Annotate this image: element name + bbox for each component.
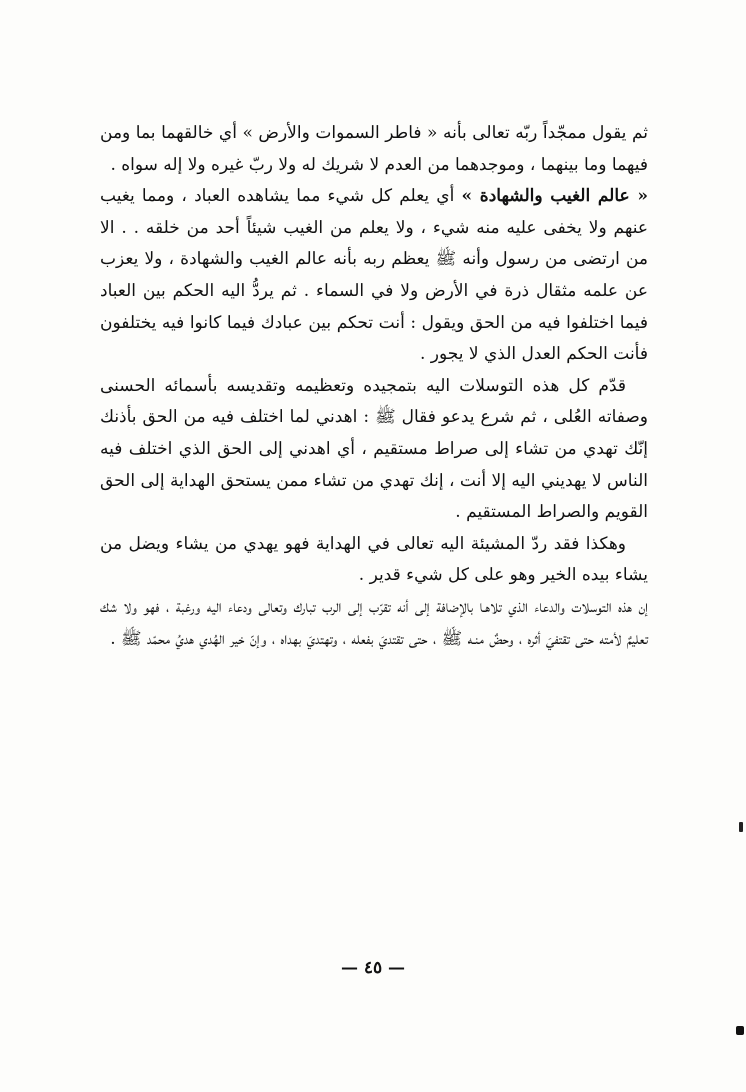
body-text xyxy=(100,118,648,655)
paragraph-text: أي يعلم كل شيء مما يشاهده العباد ، ومما يغيب عنهم ولا يخفى عليه منه شيء ، ولا يعلم من الغيب شيئاً أحد من خلقه . . الا من ارتضى من رسول وأنه ﷺ يعظم ربه بأنه عالم الغيب والشهادة ، ولا يعزب عن علمه مثقال ذرة في الأرض ولا في السماء . ثم يردُّ اليه الحكم بين العباد فيما اختلفوا فيه من الحق ويقول : أنت تحكم بين عبادك فيما كانوا فيه يختلفون فأنت الحكم العدل الذي لا يجور . xyxy=(100,186,648,365)
paragraph-text: ثم يقول ممجّداً ربّه تعالى بأنه « فاطر السموات والأرض » أي خالقهما بما ومن فيهما وما بينهما ، وموجدهما من العدم لا شريك له ولا ربّ غيره ولا إله سواه . xyxy=(100,123,648,175)
paragraph-text: إن هذه التوسلات والدعاء الذي تلاهـا بالإضافة إلى أنه تقرّب إلى الرب تبارك وتعالى ودعاء اليه ورغبة ، فهو ولا شك تعليمٌ لأمته حتى تقتفيَ أثره ، وحضٌ منـه ﷺ ، حتى تقتديَ بفعله ، وتهتديَ بهداه ، وإنّ خير الهُدي هديُ محمّد ﷺ . xyxy=(100,596,648,649)
scan-edge-mark xyxy=(739,822,743,832)
paragraph-3 xyxy=(100,371,648,529)
paragraph-text: قدّم كل هذه التوسلات اليه بتمجيده وتعظيمه وتقديسه بأسمائه الحسنى وصفاته العُلى ، ثم شرع يدعو فقال ﷺ : اهدني لما اختلف فيه من الحق بأذنك إنّك تهدي من تشاء إلى صراط مستقيم ، أي اهدني إلى الحق الذي اختلف فيه الناس لا يهديني اليه إلا أنت ، إنك تهدي من تشاء ممن يستحق الهداية إلى الحق القويم والصراط المستقيم . xyxy=(100,375,648,523)
paragraph-4 xyxy=(100,529,648,592)
paragraph-2 xyxy=(100,181,648,371)
scan-edge-mark xyxy=(736,1026,744,1035)
paragraph-text: وهكذا فقد ردّ المشيئة اليه تعالى في الهداية فهو يهدي من يشاء ويضل من يشاء بيده الخير وهو على كل شيء قدير . xyxy=(100,533,648,586)
paragraph-1 xyxy=(100,118,648,181)
paragraph-5 xyxy=(100,592,648,655)
page-number: — ٤٥ — xyxy=(340,958,406,978)
quoted-phrase: « عالم الغيب والشهادة » xyxy=(461,186,648,207)
